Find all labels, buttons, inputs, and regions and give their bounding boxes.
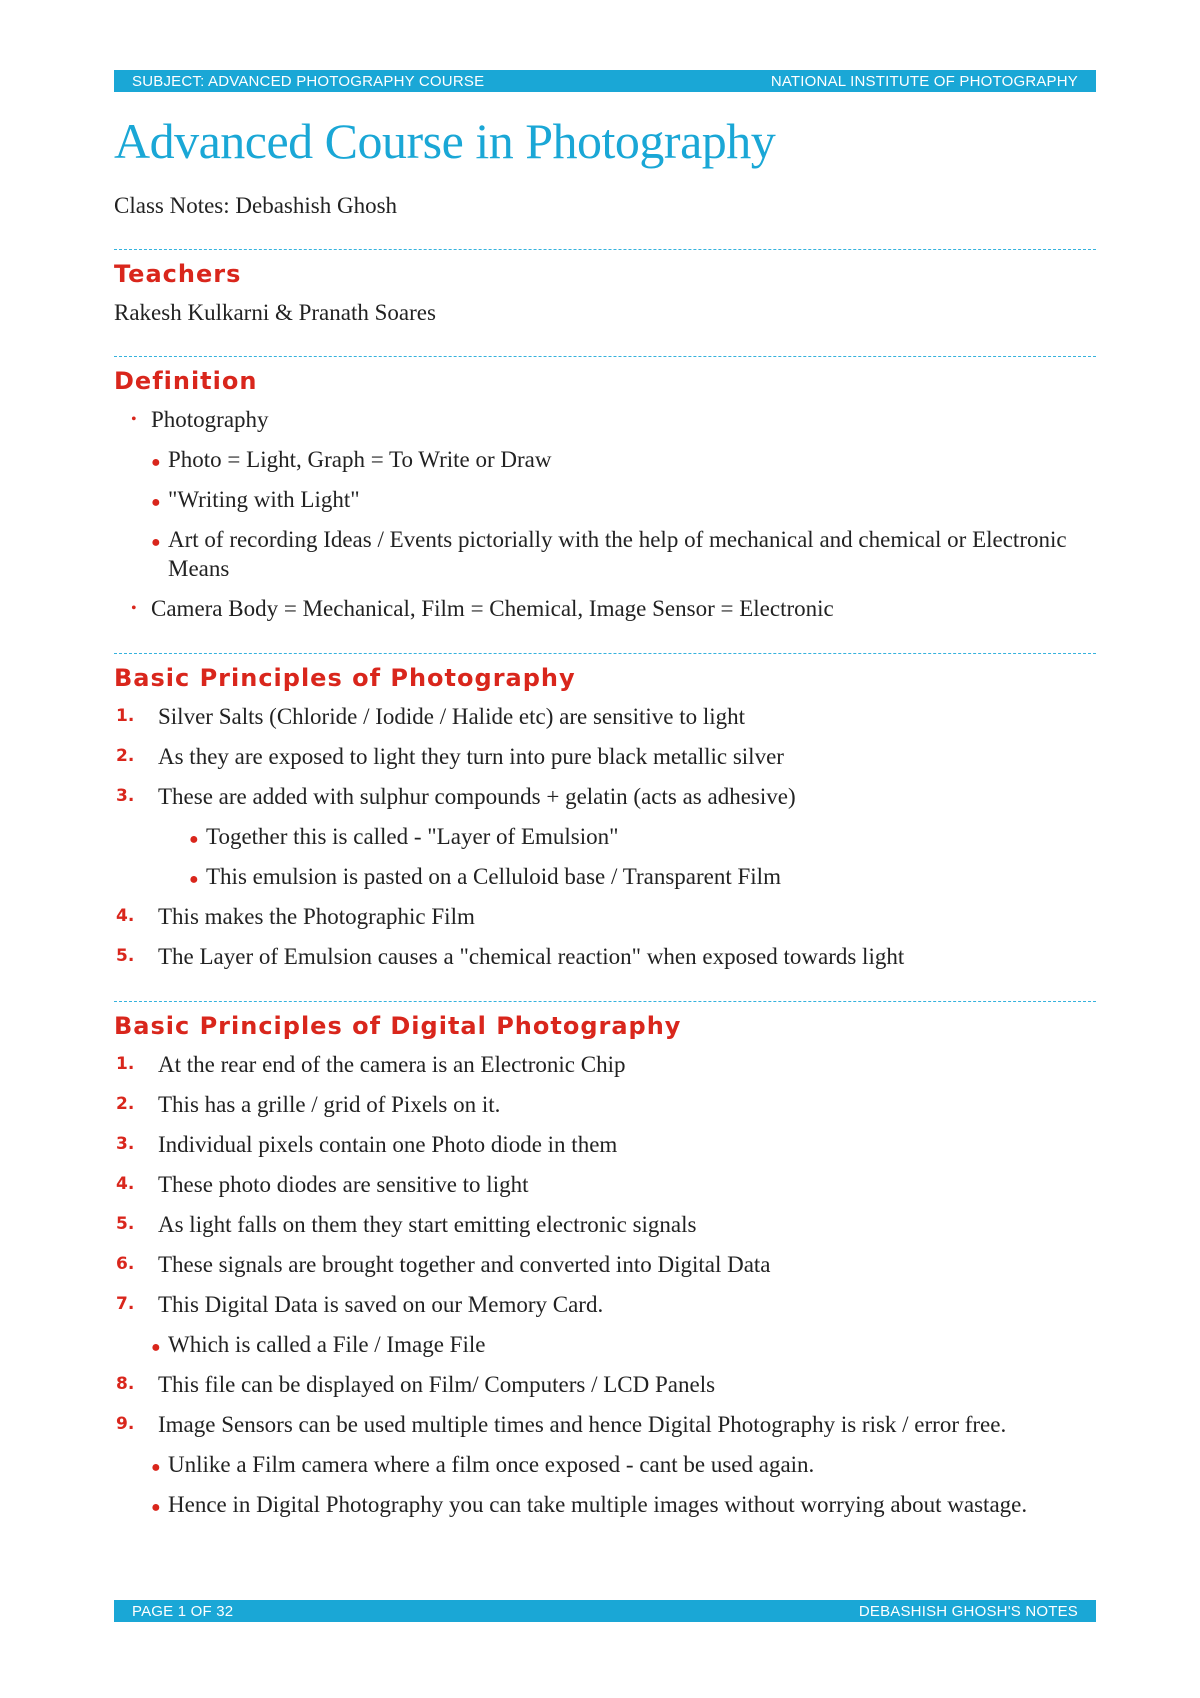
list-item: ● Which is called a File / Image File <box>114 1330 1096 1359</box>
teachers-names: Rakesh Kulkarni & Pranath Soares <box>114 300 436 325</box>
list-item: 2. As they are exposed to light they turn into pure black metallic silver <box>116 744 784 769</box>
list-item: 5. The Layer of Emulsion causes a "chemical reaction" when exposed towards light <box>116 944 905 969</box>
digital-principles-heading: Basic Principles of Digital Photography <box>114 1012 682 1040</box>
document-page <box>114 70 1096 1530</box>
teachers-heading: Teachers <box>114 260 242 288</box>
basic-principles-list <box>114 702 1096 971</box>
list-number: 8. <box>116 1374 135 1394</box>
list-number: 2. <box>116 746 135 766</box>
list-item: 4. These photo diodes are sensitive to light <box>116 1172 529 1197</box>
footer-band <box>114 1600 1096 1622</box>
document-title: Advanced Course in Photography <box>114 113 776 169</box>
bullet-icon: ● <box>151 454 161 471</box>
definition-list <box>114 405 1096 623</box>
dashed-divider <box>114 356 1096 357</box>
list-item: 1. At the rear end of the camera is an Electronic Chip <box>116 1052 626 1077</box>
list-item: ● Hence in Digital Photography you can take multiple images without worrying about wastage. <box>114 1490 1096 1519</box>
bullet-icon: • <box>131 600 137 617</box>
list-number: 1. <box>116 1054 135 1074</box>
list-number: 3. <box>116 1134 135 1154</box>
page-footer <box>114 1600 1096 1622</box>
list-item: 6. These signals are brought together and converted into Digital Data <box>116 1252 771 1277</box>
bullet-icon: • <box>131 411 137 428</box>
bullet-icon: ● <box>151 1499 161 1516</box>
header-subject: SUBJECT: ADVANCED PHOTOGRAPHY COURSE <box>132 72 485 90</box>
bullet-icon: ● <box>151 534 161 551</box>
list-item: ● "Writing with Light" <box>114 485 1096 514</box>
list-item: • Camera Body = Mechanical, Film = Chemical, Image Sensor = Electronic <box>131 596 834 621</box>
list-item: ● Together this is called - "Layer of Emulsion" <box>114 822 1096 851</box>
list-number: 2. <box>116 1094 135 1114</box>
list-number: 1. <box>116 706 135 726</box>
list-number: 7. <box>116 1294 135 1314</box>
bullet-icon: ● <box>151 494 161 511</box>
page-number: PAGE 1 OF 32 <box>132 1602 234 1620</box>
list-item: 2. This has a grille / grid of Pixels on it. <box>116 1092 501 1117</box>
list-number: 4. <box>116 906 135 926</box>
list-number: 4. <box>116 1174 135 1194</box>
header-institute: NATIONAL INSTITUTE OF PHOTOGRAPHY <box>770 72 1078 90</box>
list-item: ● This emulsion is pasted on a Celluloid base / Transparent Film <box>114 862 1096 891</box>
dashed-divider <box>114 1001 1096 1002</box>
dashed-divider <box>114 653 1096 654</box>
bullet-icon: ● <box>189 871 199 888</box>
footer-author: DEBASHISH GHOSH'S NOTES <box>858 1602 1078 1620</box>
list-number: 9. <box>116 1414 135 1434</box>
list-item: 8. This file can be displayed on Film/ Computers / LCD Panels <box>116 1372 716 1397</box>
list-number: 5. <box>116 1214 135 1234</box>
definition-heading: Definition <box>114 367 258 395</box>
bullet-icon: ● <box>151 1339 161 1356</box>
list-item: 5. As light falls on them they start emitting electronic signals <box>116 1212 697 1237</box>
digital-principles-list <box>114 1050 1096 1519</box>
dashed-divider <box>114 249 1096 250</box>
header-band <box>114 70 1096 92</box>
list-item: 4. This makes the Photographic Film <box>116 904 475 929</box>
byline: Class Notes: Debashish Ghosh <box>114 193 398 218</box>
list-item: 9. Image Sensors can be used multiple times and hence Digital Photography is risk / error free. <box>116 1412 1007 1437</box>
list-item: ● Unlike a Film camera where a film once exposed - cant be used again. <box>114 1450 1096 1479</box>
list-number: 6. <box>116 1254 135 1274</box>
list-item: 3. Individual pixels contain one Photo diode in them <box>116 1132 618 1157</box>
list-item: ● Photo = Light, Graph = To Write or Draw <box>114 445 1096 474</box>
list-item: 1. Silver Salts (Chloride / Iodide / Halide etc) are sensitive to light <box>116 704 746 729</box>
list-item: 3. These are added with sulphur compounds + gelatin (acts as adhesive) <box>116 784 796 809</box>
list-item: • Photography <box>131 407 269 432</box>
bullet-icon: ● <box>151 1459 161 1476</box>
list-item: 7. This Digital Data is saved on our Memory Card. <box>116 1292 604 1317</box>
list-number: 3. <box>116 786 135 806</box>
list-item: ● Art of recording Ideas / Events pictorially with the help of mechanical and chemical or Electronic Means <box>151 527 1067 581</box>
basic-principles-heading: Basic Principles of Photography <box>114 664 576 692</box>
list-number: 5. <box>116 946 135 966</box>
bullet-icon: ● <box>189 831 199 848</box>
